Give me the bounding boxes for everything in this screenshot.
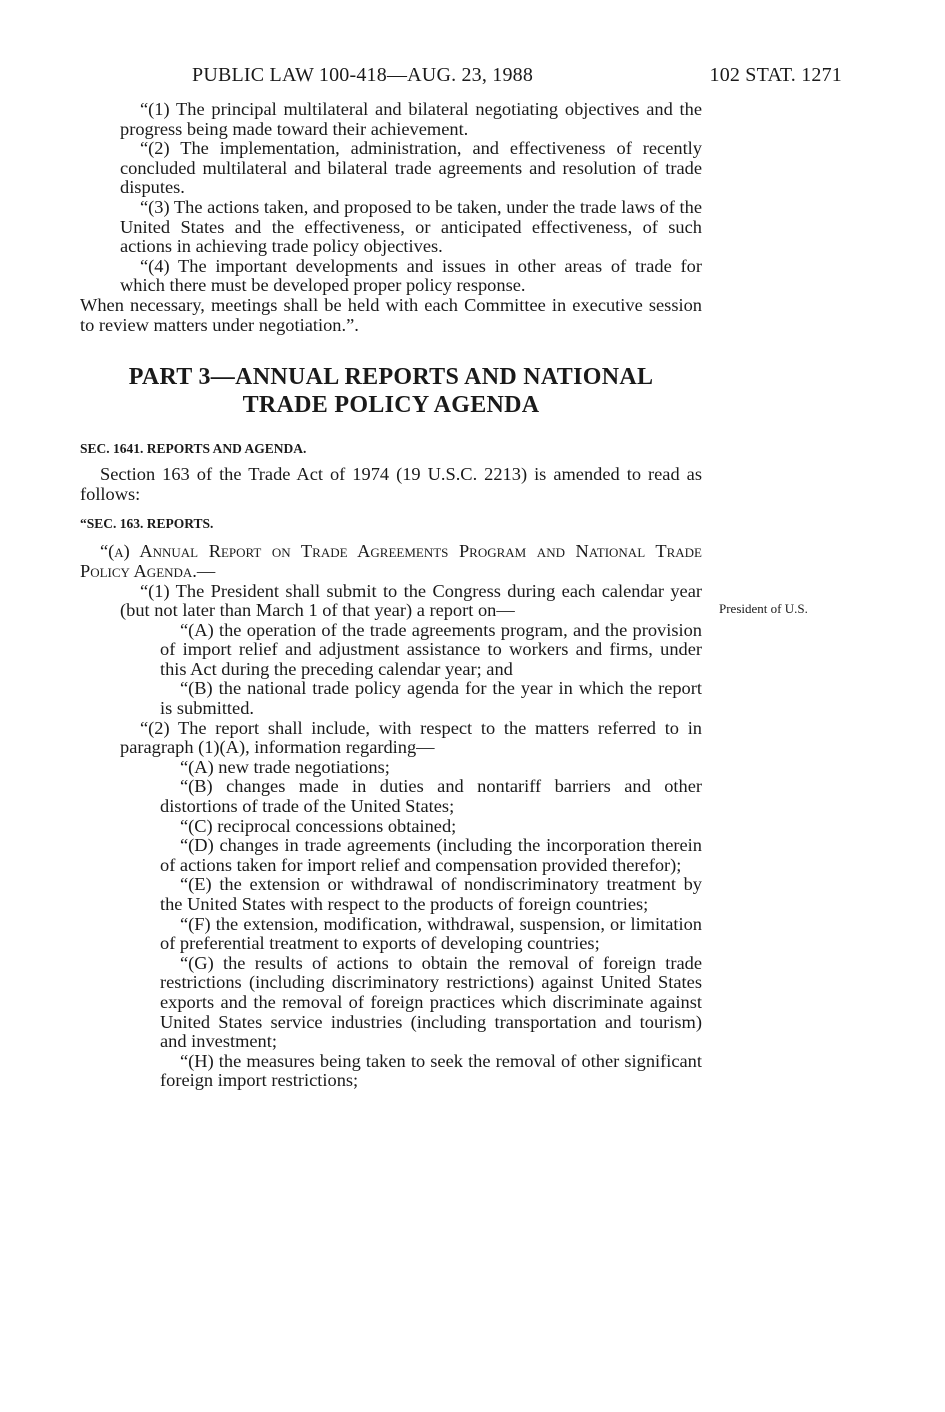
paragraph-2-item-E: “(E) the extension or withdrawal of nondiscriminatory treatment by the United States with respect to the products of foreign countries; [160,874,702,914]
document-body [80,100,702,1091]
paragraph-top-1: “(1) The principal multilateral and bilateral negotiating objectives and the progress being made toward their achievement. [120,99,702,139]
closing-sentence: When necessary, meetings shall be held with each Committee in executive session to review matters under negotiation.”. [80,294,702,335]
subsection-a-heading: “(a) Annual Report on Trade Agreements Program and National Trade Policy Agenda.— [80,541,702,581]
header-stat-page: 102 STAT. 1271 [709,64,842,86]
paragraph-1: “(1) The President shall submit to the Congress during each calendar year (but not later than March 1 of that year) a report on— [120,580,702,621]
paragraph-2: “(2) The report shall include, with respect to the matters referred to in paragraph (1)(A), information regarding— [120,717,702,758]
section-text: Section 163 of the Trade Act of 1974 (19 U.S.C. 2213) is amended to read as follows: [80,464,702,504]
paragraph-2-item-G: “(G) the results of actions to obtain the removal of foreign trade restrictions (including discriminatory restrictions) against United States exports and the removal of foreign practices which discriminate against United States service industries (including transportation and tourism) and investment; [160,952,702,1052]
subsection-heading: “SEC. 163. REPORTS. [80,516,214,532]
paragraph-top-3: “(3) The actions taken, and proposed to be taken, under the trade laws of the United States and the effectiveness, or anticipated effectiveness, of such actions in achieving trade policy objectives. [120,196,702,257]
page-header [80,64,842,88]
section-heading: SEC. 1641. REPORTS AND AGENDA. [80,441,307,457]
paragraph-1-B: “(B) the national trade policy agenda for the year in which the report is submitted. [160,678,702,719]
margin-note: President of U.S. [719,601,808,616]
header-law-citation: PUBLIC LAW 100-418—AUG. 23, 1988 [192,64,534,86]
paragraph-top-4: “(4) The important developments and issues in other areas of trade for which there must be developed proper policy response. [120,255,702,296]
paragraph-2-item-C: “(C) reciprocal concessions obtained; [180,815,457,836]
paragraph-1-A: “(A) the operation of the trade agreements program, and the provision of import relief and adjustment assistance to workers and firms, under this Act during the preceding calendar year; and [160,619,702,679]
part-title [80,363,702,419]
paragraph-2-item-F: “(F) the extension, modification, withdrawal, suspension, or limitation of preferential treatment to exports of developing countries; [160,913,702,954]
part-title-line-1: PART 3—ANNUAL REPORTS AND NATIONAL [128,364,654,391]
part-title-line-2: TRADE POLICY AGENDA [242,392,540,419]
paragraph-top-2: “(2) The implementation, administration, and effectiveness of recently concluded multilateral and bilateral trade agreements and resolution of trade disputes. [120,138,702,198]
paragraph-2-item-A: “(A) new trade negotiations; [180,756,390,777]
paragraph-2-item-D: “(D) changes in trade agreements (including the incorporation therein of actions taken for import relief and compensation provided therefor); [160,835,702,875]
paragraph-2-item-H: “(H) the measures being taken to seek the removal of other significant foreign import restrictions; [160,1050,702,1091]
paragraph-2-item-B: “(B) changes made in duties and nontariff barriers and other distortions of trade of the United States; [160,776,702,817]
